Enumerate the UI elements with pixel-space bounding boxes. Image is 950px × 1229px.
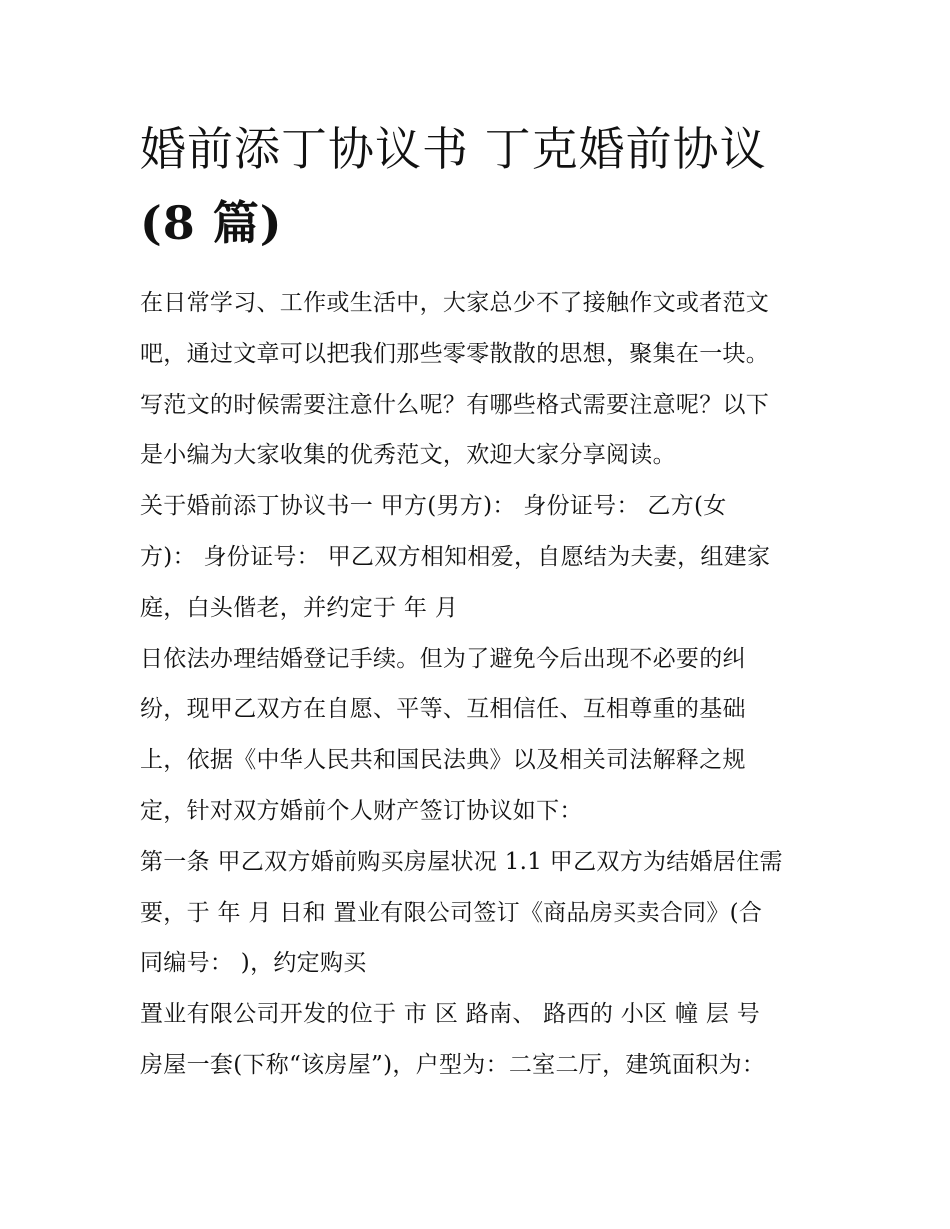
body-line: 关于婚前添丁协议书一 甲方(男方)： 身份证号： 乙方(女 bbox=[140, 493, 727, 520]
body-line: 第一条 甲乙双方婚前购买房屋状况 1.1 甲乙双方为结婚居住需 bbox=[140, 848, 783, 875]
body-line: 同编号： )，约定购买 bbox=[140, 950, 367, 977]
body-line: 纷，现甲乙双方在自愿、平等、互相信任、互相尊重的基础 bbox=[140, 696, 746, 723]
body-line: 方)： 身份证号： 甲乙双方相知相爱，自愿结为夫妻，组建家 bbox=[140, 543, 771, 570]
title-line: (8 篇) bbox=[140, 196, 283, 250]
body-line: 写范文的时候需要注意什么呢？有哪些格式需要注意呢？以下 bbox=[140, 391, 770, 418]
body-line: 置业有限公司开发的位于 市 区 路南、 路西的 小区 幢 层 号 bbox=[140, 1001, 761, 1028]
document-title bbox=[140, 112, 820, 260]
body-line: 房屋一套(下称“该房屋”)，户型为：二室二厅，建筑面积为： bbox=[140, 1051, 766, 1078]
body-line: 在日常学习、工作或生活中，大家总少不了接触作文或者范文 bbox=[140, 290, 770, 316]
body-line: 是小编为大家收集的优秀范文，欢迎大家分享阅读。 bbox=[140, 442, 676, 469]
document-body bbox=[140, 278, 820, 1091]
body-line: 日依法办理结婚登记手续。但为了避免今后出现不必要的纠 bbox=[140, 645, 746, 672]
body-line: 吧，通过文章可以把我们那些零零散散的思想，聚集在一块。 bbox=[140, 340, 770, 367]
body-line: 上，依据《中华人民共和国民法典》以及相关司法解释之规 bbox=[140, 747, 746, 774]
body-line: 要，于 年 月 日和 置业有限公司签订《商品房买卖合同》(合 bbox=[140, 899, 763, 926]
body-line: 定，针对双方婚前个人财产签订协议如下： bbox=[140, 797, 583, 824]
body-line: 庭，白头偕老，并约定于 年 月 bbox=[140, 594, 459, 621]
title-line: 婚前添丁协议书 丁克婚前协议 bbox=[140, 122, 767, 176]
